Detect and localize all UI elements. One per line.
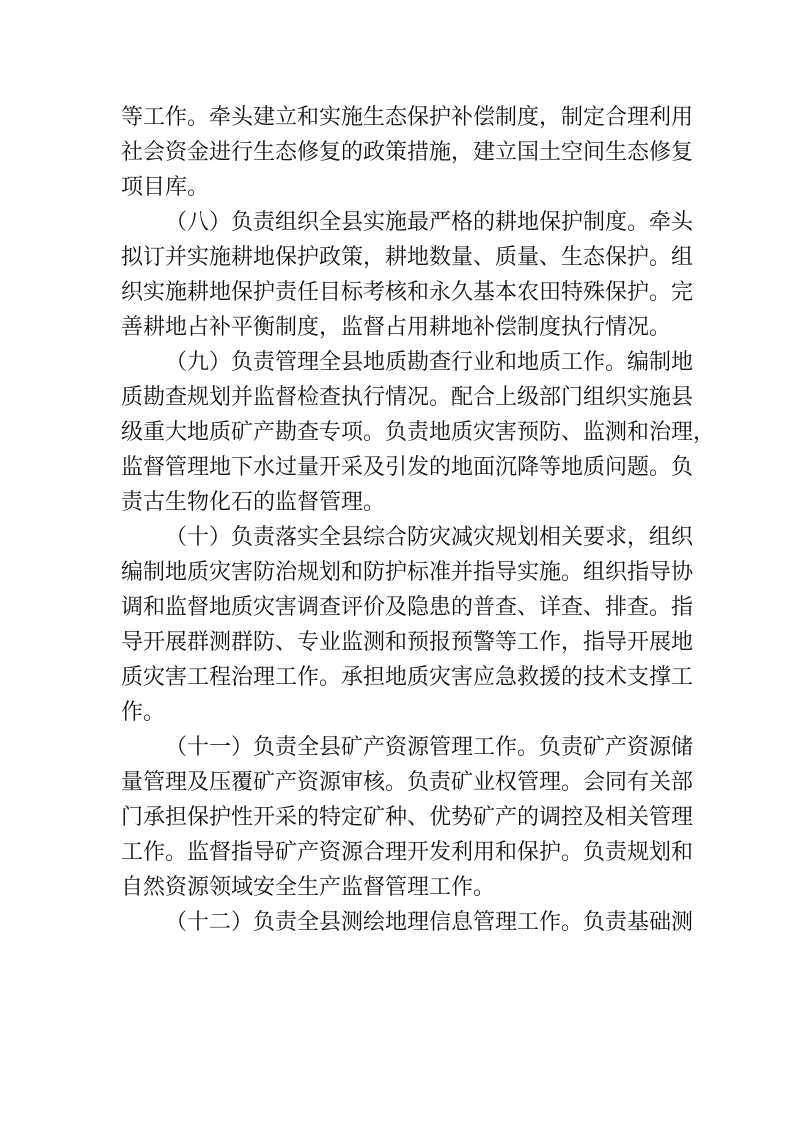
paragraph-first-line: （八）负责组织全县实施最严格的耕地保护制度。牵头 [165, 210, 694, 235]
text-line: 社会资金进行生态修复的政策措施，建立国土空间生态修复 [121, 140, 694, 165]
text-line: 责古生物化石的监督管理。 [121, 490, 386, 515]
text-line: 质勘查规划并监督检查执行情况。配合上级部门组织实施县 [121, 385, 694, 410]
text-line: 自然资源领域安全生产监督管理工作。 [121, 875, 496, 900]
text-line: 项目库。 [121, 175, 210, 200]
text-line: 调和监督地质灾害调查评价及隐患的普查、详查、排查。指 [121, 595, 694, 620]
text-line: 量管理及压覆矿产资源审核。负责矿业权管理。会同有关部 [121, 770, 694, 795]
text-line: 质灾害工程治理工作。承担地质灾害应急救援的技术支撑工 [121, 665, 694, 690]
text-line: 级重大地质矿产勘查专项。负责地质灾害预防、监测和治理， [121, 420, 716, 445]
text-line: 等工作。牵头建立和实施生态保护补偿制度，制定合理利用 [121, 105, 694, 130]
text-line: 作。 [121, 700, 166, 725]
text-line: 编制地质灾害防治规划和防护标准并指导实施。组织指导协 [121, 560, 694, 585]
paragraph-first-line: （十二）负责全县测绘地理信息管理工作。负责基础测 [165, 910, 694, 935]
paragraph-first-line: （十一）负责全县矿产资源管理工作。负责矿产资源储 [165, 735, 694, 760]
text-line: 织实施耕地保护责任目标考核和永久基本农田特殊保护。完 [121, 280, 694, 305]
text-line: 监督管理地下水过量开采及引发的地面沉降等地质问题。负 [121, 455, 694, 480]
text-line: 门承担保护性开采的特定矿种、优势矿产的调控及相关管理 [121, 805, 694, 830]
paragraph-first-line: （十）负责落实全县综合防灾减灾规划相关要求，组织 [165, 525, 694, 550]
document-body [121, 100, 716, 940]
text-line: 善耕地占补平衡制度，监督占用耕地补偿制度执行情况。 [121, 315, 672, 340]
paragraph-first-line: （九）负责管理全县地质勘查行业和地质工作。编制地 [165, 350, 694, 375]
text-line: 拟订并实施耕地保护政策，耕地数量、质量、生态保护。组 [121, 245, 694, 270]
text-line: 工作。监督指导矿产资源合理开发利用和保护。负责规划和 [121, 840, 694, 865]
text-line: 导开展群测群防、专业监测和预报预警等工作，指导开展地 [121, 630, 694, 655]
